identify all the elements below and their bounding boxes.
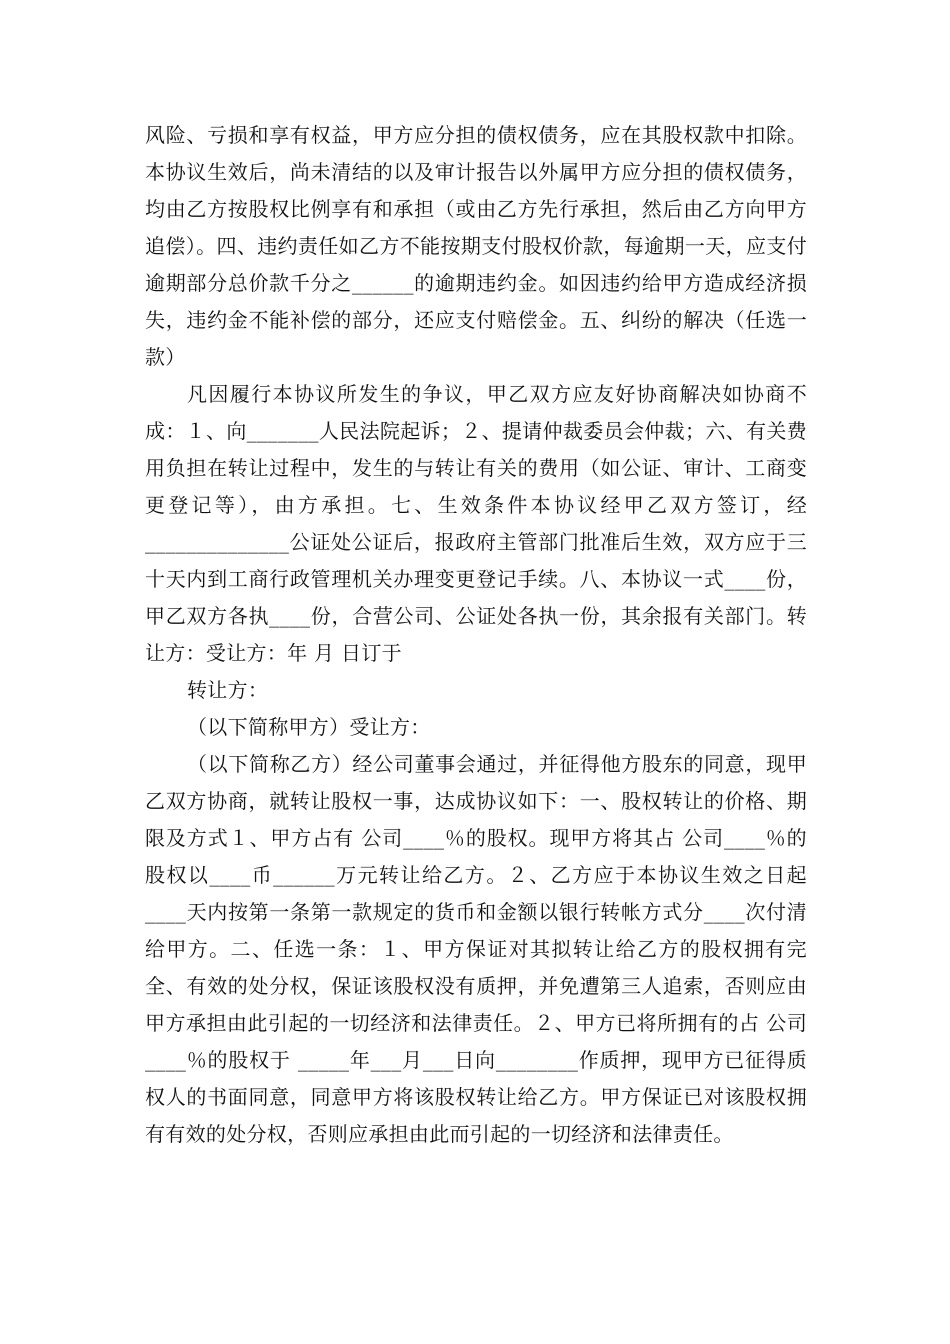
paragraph-2: 凡因履行本协议所发生的争议，甲乙双方应友好协商解决如协商不成：１、向_______人民法院起诉；２、提请仲裁委员会仲裁；六、有关费用负担在转让过程中，发生的与转让有关的费用（如公证、审计、工商变更登记等），由方承担。七、生效条件本协议经甲乙双方签订，经______________公证处公证后，报政府主管部门批准后生效，双方应于三十天内到工商行政管理机关办理变更登记手续。八、本协议一式____份，甲乙双方各执____份，合营公司、公证处各执一份，其余报有关部门。转让方：受让方：年 月 日订于 [145,382,807,665]
paragraph-3: 转让方： [187,678,269,702]
document-body [145,117,807,1153]
paragraph-1: 风险、亏损和享有权益，甲方应分担的债权债务，应在其股权款中扣除。本协议生效后，尚未清结的以及审计报告以外属甲方应分担的债权债务，均由乙方按股权比例享有和承担（或由乙方先行承担，然后由乙方向甲方追偿）。四、违约责任如乙方不能按期支付股权价款，每逾期一天，应支付逾期部分总价款千分之______的逾期违约金。如因违约给甲方造成经济损失，违约金不能补偿的部分，还应支付赔偿金。五、纠纷的解决（任选一款） [145,123,807,369]
paragraph-5: （以下简称乙方）经公司董事会通过，并征得他方股东的同意，现甲乙双方协商，就转让股权一事，达成协议如下：一、股权转让的价格、期限及方式１、甲方占有 公司____％的股权。现甲方将其占 公司____％的股权以____币______万元转让给乙方。２、乙方应于本协议生效之日起____天内按第一条第一款规定的货币和金额以银行转帐方式分____次付清给甲方。二、任选一条：１、甲方保证对其拟转让给乙方的股权拥有完全、有效的处分权，保证该股权没有质押，并免遭第三人追索，否则应由甲方承担由此引起的一切经济和法律责任。２、甲方已将所拥有的占 公司____％的股权于 _____年___月___日向________作质押，现甲方已征得质权人的书面同意，同意甲方将该股权转让给乙方。甲方保证已对该股权拥有有效的处分权，否则应承担由此而引起的一切经济和法律责任。 [145,752,807,1146]
paragraph-4: （以下简称甲方）受让方： [187,715,431,739]
